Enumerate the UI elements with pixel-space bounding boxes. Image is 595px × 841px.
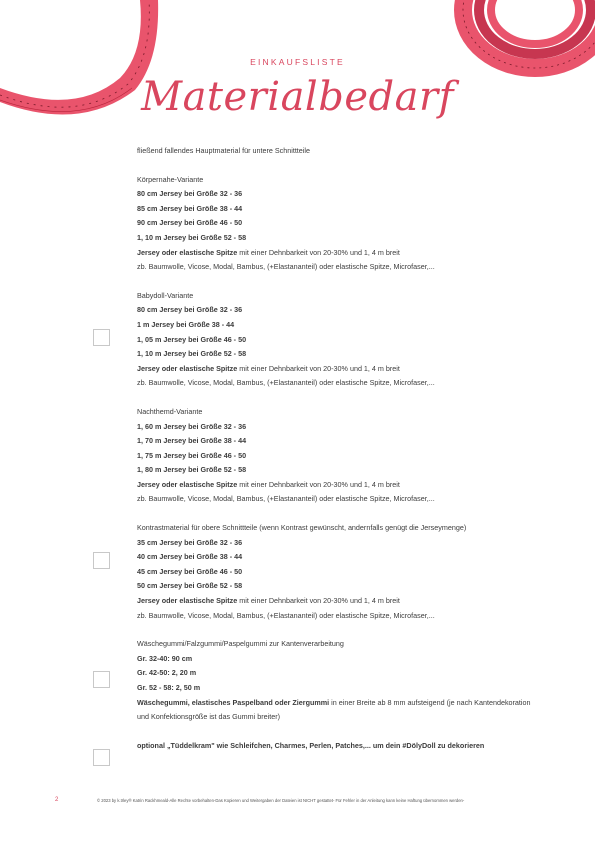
gummi-spec-bold: Wäschegummi, elastisches Paspelband oder Ziergummi <box>137 697 330 707</box>
size-line: 1, 75 m Jersey bei Größe 46 - 50 <box>137 450 247 460</box>
size-line: Gr. 32-40: 90 cm <box>137 653 193 663</box>
section-heading: Nachthemd-Variante <box>137 406 203 416</box>
optional-note: optional „Tüddelkram" wie Schleifchen, Charmes, Perlen, Patches,... um dein #DölyDoll zu dekorieren <box>137 740 485 750</box>
checkbox-gummi[interactable] <box>93 671 110 688</box>
fabric-spec-bold: Jersey oder elastische Spitze <box>137 479 238 489</box>
checkbox-optional[interactable] <box>93 749 110 766</box>
size-line: 35 cm Jersey bei Größe 32 - 36 <box>137 537 243 547</box>
size-line: 80 cm Jersey bei Größe 32 - 36 <box>137 305 243 315</box>
section-kontrast <box>137 521 557 623</box>
size-line: 40 cm Jersey bei Größe 38 - 44 <box>137 552 243 562</box>
page-number: 2 <box>55 797 59 803</box>
size-line: 50 cm Jersey bei Größe 52 - 58 <box>137 581 243 591</box>
checkbox-kontrast[interactable] <box>93 552 110 569</box>
size-line: 90 cm Jersey bei Größe 46 - 50 <box>137 218 243 228</box>
size-line: 1 m Jersey bei Größe 38 - 44 <box>137 319 235 329</box>
fabric-spec-bold: Jersey oder elastische Spitze <box>137 247 238 257</box>
section-koerpernahe <box>137 173 557 275</box>
gummi-spec <box>137 696 542 725</box>
intro-text: fließend fallendes Hauptmaterial für untere Schnittteile <box>137 146 310 155</box>
material-list <box>137 144 557 753</box>
fabric-spec-rest: mit einer Dehnbarkeit von 20-30% und 1, 4 m breit <box>237 596 400 606</box>
section-eyebrow: EINKAUFSLISTE <box>250 57 345 67</box>
size-line: 1, 10 m Jersey bei Größe 52 - 58 <box>137 349 247 359</box>
copyright-footer: © 2023 by k.trley® Katrin Rackhmeald-Alle Rechte vorbehalten-Das Kopieren und Weitergaben der Dateien ist NICHT gestattet- Für Fehler in der Anleitung kann keine Haftung übernommen werden- <box>97 798 465 803</box>
fabric-spec <box>137 478 557 493</box>
fabric-spec-rest: mit einer Dehnbarkeit von 20-30% und 1, 4 m breit <box>237 479 400 489</box>
size-line: 1, 70 m Jersey bei Größe 38 - 44 <box>137 436 247 446</box>
size-line: 1, 60 m Jersey bei Größe 32 - 36 <box>137 421 247 431</box>
size-line: 1, 80 m Jersey bei Größe 52 - 58 <box>137 465 247 475</box>
fabric-example: zb. Baumwolle, Vicose, Modal, Bambus, (+Elastananteil) oder elastische Spitze, Microfaser,... <box>137 262 435 272</box>
fabric-example: zb. Baumwolle, Vicose, Modal, Bambus, (+Elastananteil) oder elastische Spitze, Microfaser,... <box>137 610 435 620</box>
fabric-spec <box>137 594 557 609</box>
size-line: 1, 05 m Jersey bei Größe 46 - 50 <box>137 334 247 344</box>
fabric-example: zb. Baumwolle, Vicose, Modal, Bambus, (+Elastananteil) oder elastische Spitze, Microfaser,... <box>137 494 435 504</box>
section-heading: Babydoll-Variante <box>137 290 194 300</box>
section-heading: Kontrastmaterial für obere Schnittteile (wenn Kontrast gewünscht, andernfalls genügt die Jerseymenge) <box>137 523 467 533</box>
page-title: Materialbedarf <box>141 74 454 120</box>
fabric-spec-bold: Jersey oder elastische Spitze <box>137 363 238 373</box>
size-line: Gr. 42-50: 2, 20 m <box>137 668 197 678</box>
section-heading: Wäschegummi/Falzgummi/Paspelgummi zur Kantenverarbeitung <box>137 639 344 649</box>
fabric-spec <box>137 246 557 261</box>
gummi-spec-rest: in einer Breite ab 8 mm aufsteigend (je nach Kantendekoration und Konfektionsgröße ist das Gummi breiter) <box>137 697 531 722</box>
fabric-spec-rest: mit einer Dehnbarkeit von 20-30% und 1, 4 m breit <box>237 247 400 257</box>
size-line: Gr. 52 - 58: 2, 50 m <box>137 683 201 692</box>
size-line: 85 cm Jersey bei Größe 38 - 44 <box>137 203 243 213</box>
fabric-spec-rest: mit einer Dehnbarkeit von 20-30% und 1, 4 m breit <box>237 363 400 373</box>
section-heading: Körpernahe-Variante <box>137 174 204 184</box>
checkbox-babydoll[interactable] <box>93 329 110 346</box>
fabric-spec-bold: Jersey oder elastische Spitze <box>137 596 238 606</box>
section-babydoll <box>137 289 557 391</box>
size-line: 80 cm Jersey bei Größe 32 - 36 <box>137 189 243 199</box>
section-gummi <box>137 637 557 725</box>
size-line: 45 cm Jersey bei Größe 46 - 50 <box>137 566 243 576</box>
section-nachthemd <box>137 405 557 507</box>
size-line: 1, 10 m Jersey bei Größe 52 - 58 <box>137 232 247 242</box>
fabric-spec <box>137 362 557 377</box>
fabric-example: zb. Baumwolle, Vicose, Modal, Bambus, (+Elastananteil) oder elastische Spitze, Microfaser,... <box>137 378 435 388</box>
